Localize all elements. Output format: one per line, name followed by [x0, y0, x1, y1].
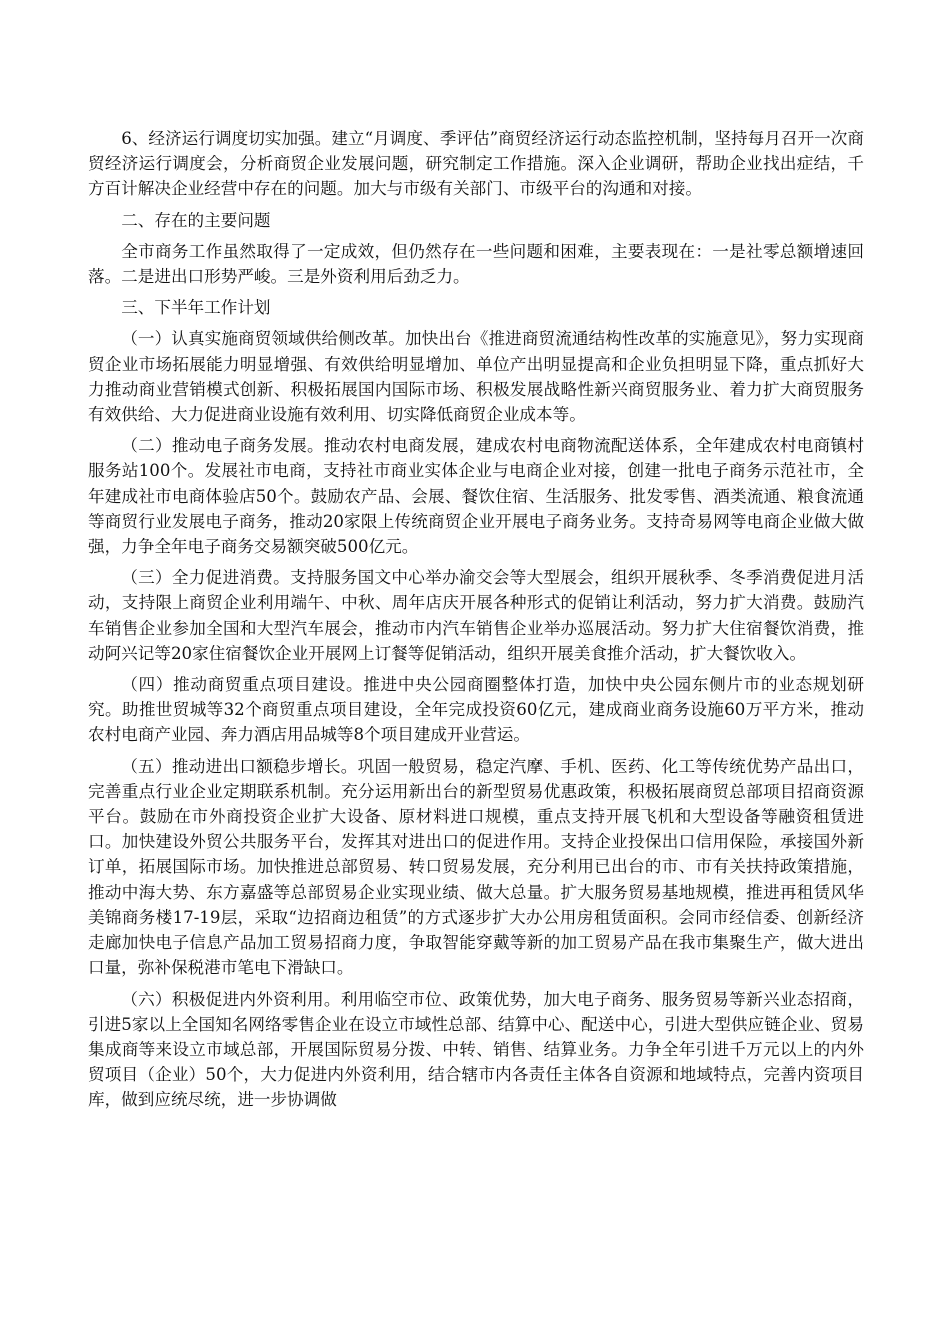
paragraph-ecommerce: （二）推动电子商务发展。推动农村电商发展，建成农村电商物流配送体系，全年建成农村电商镇村服务站100个。发展社市电商，支持社市商业实体企业与电商企业对接，创建一批电子商务示范社市，全年建成社市电商体验店50个。鼓励农产品、会展、餐饮住宿、生活服务、批发零售、酒类流通、粮食流通等商贸行业发展电子商务，推动20家限上传统商贸企业开展电子商务业务。支持奇易网等电商企业做大做强，力争全年电子商务交易额突破500亿元。	[88, 436, 864, 557]
paragraph-import-export: （五）推动进出口额稳步增长。巩固一般贸易，稳定汽摩、手机、医药、化工等传统优势产品出口，完善重点行业企业定期联系机制。充分运用新出台的新型贸易优惠政策，积极拓展商贸总部项目招商资源平台。鼓励在市外商投资企业扩大设备、原材料进口规模，重点支持开展飞机和大型设备等融资租赁进口。加快建设外贸公共服务平台，发挥其对进出口的促进作用。支持企业投保出口信用保险，承接国外新订单，拓展国际市场。加快推进总部贸易、转口贸易发展，充分利用已出台的市、市有关扶持政策措施，推动中海大势、东方嘉盛等总部贸易企业实现业绩、做大总量。扩大服务贸易基地规模，推进再租赁风华美锦商务楼17-19层，采取“边招商边租赁”的方式逐步扩大办公用房租赁面积。会同市经信委、创新经济走廊加快电子信息产品加工贸易招商力度，争取智能穿戴等新的加工贸易产品在我市集聚生产，做大进出口量，弥补保税港市笔电下滑缺口。	[88, 756, 864, 978]
paragraph-investment: （六）积极促进内外资利用。利用临空市位、政策优势，加大电子商务、服务贸易等新兴业态招商，引进5家以上全国知名网络零售企业在设立市域性总部、结算中心、配送中心，引进大型供应链企业、贸易集成商等来设立市域总部，开展国际贸易分拨、中转、销售、结算业务。力争全年引进千万元以上的内外贸项目（企业）50个，大力促进内外资利用，结合辖市内各责任主体各自资源和地域特点，完善内资项目库，做到应统尽统，进一步协调做	[88, 989, 864, 1110]
paragraph-problems-summary: 全市商务工作虽然取得了一定成效，但仍然存在一些问题和困难，主要表现在：一是社零总额增速回落。二是进出口形势严峻。三是外资利用后劲乏力。	[88, 241, 864, 287]
paragraph-economic-scheduling: 6、经济运行调度切实加强。建立“月调度、季评估”商贸经济运行动态监控机制，坚持每月召开一次商贸经济运行调度会，分析商贸企业发展问题，研究制定工作措施。深入企业调研，帮助企业找出症结，千方百计解决企业经营中存在的问题。加大与市级有关部门、市级平台的沟通和对接。	[88, 129, 864, 199]
paragraph-supply-side-reform: （一）认真实施商贸领域供给侧改革。加快出台《推进商贸流通结构性改革的实施意见》，努力实现商贸企业市场拓展能力明显增强、有效供给明显增加、单位产出明显提高和企业负担明显下降，重点抓好大力推动商业营销模式创新、积极拓展国内国际市场、积极发展战略性新兴商贸服务业、着力扩大商贸服务有效供给、大力促进商业设施有效利用、切实降低商贸企业成本等。	[88, 329, 864, 425]
heading-main-problems: 二、存在的主要问题	[121, 210, 271, 230]
heading-work-plan: 三、下半年工作计划	[121, 298, 271, 318]
paragraph-key-projects: （四）推动商贸重点项目建设。推进中央公园商圈整体打造，加快中央公园东侧片市的业态规划研究。助推世贸城等32个商贸重点项目建设，全年完成投资60亿元，建成商业商务设施60万平方米，推动农村电商产业园、奔力酒店用品城等8个项目建成开业营运。	[88, 675, 864, 745]
document-page	[88, 126, 864, 1119]
paragraph-consumption: （三）全力促进消费。支持服务国文中心举办渝交会等大型展会，组织开展秋季、冬季消费促进月活动，支持限上商贸企业利用端午、中秋、周年店庆开展各种形式的促销让利活动，努力扩大消费。鼓励汽车销售企业参加全国和大型汽车展会，推动市内汽车销售企业举办巡展活动。努力扩大住宿餐饮消费，推动阿兴记等20家住宿餐饮企业开展网上订餐等促销活动，组织开展美食推介活动，扩大餐饮收入。	[88, 568, 864, 663]
